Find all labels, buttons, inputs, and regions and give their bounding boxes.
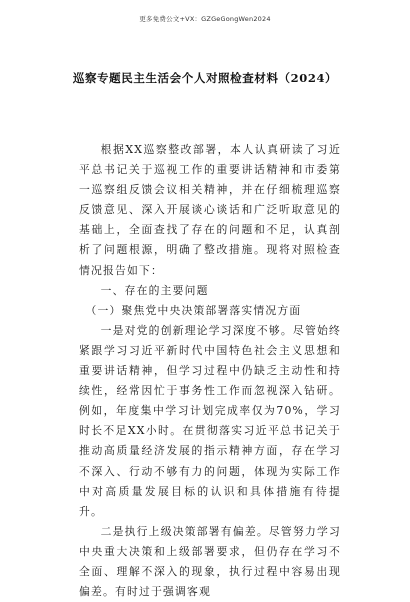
section-heading: 一、存在的主要问题 — [100, 283, 209, 297]
document-body — [79, 140, 341, 602]
document-title: 巡察专题民主生活会个人对照检查材料（2024） — [72, 71, 338, 85]
paragraph-2: 二是执行上级决策部署有偏差。尽管努力学习中央重大决策和上级部署要求，但仍存在学习不全面、理解不深入的现象，执行过程中容易出现偏差。有时过于强调客观 — [79, 524, 341, 599]
paragraph-1: 一是对党的创新理论学习深度不够。尽管始终紧跟学习习近平新时代中国特色社会主义思想和重要讲话精神，但学习过程中仍缺乏主动性和持续性，经常因忙于事务性工作而忽视深入钻研。例如，年度集中学习计划完成率仅为70%，学习时长不足XX小时。在贯彻落实习近平总书记关于推动高质量经济发展的指示精神方面，存在学习不深入、行动不够有力的问题，体现为实际工作中对高质量发展目标的认识和具体措施有待提升。 — [79, 323, 341, 518]
subsection-heading: （一）聚焦党中央决策部署落实情况方面 — [85, 303, 302, 317]
header-note: 更多免费公文+VX：GZGeGongWen2024 — [139, 15, 271, 23]
intro-paragraph: 根据XX巡察整改部署，本人认真研读了习近平总书记关于巡视工作的重要讲话精神和市委第一巡察组反馈会议相关精神，并在仔细梳理巡察反馈意见、深入开展谈心谈话和广泛听取意见的基础上，全面查找了存在的问题和不足，认真剖析了问题根源，明确了整改措施。现将对照检查情况报告如下： — [79, 143, 341, 277]
